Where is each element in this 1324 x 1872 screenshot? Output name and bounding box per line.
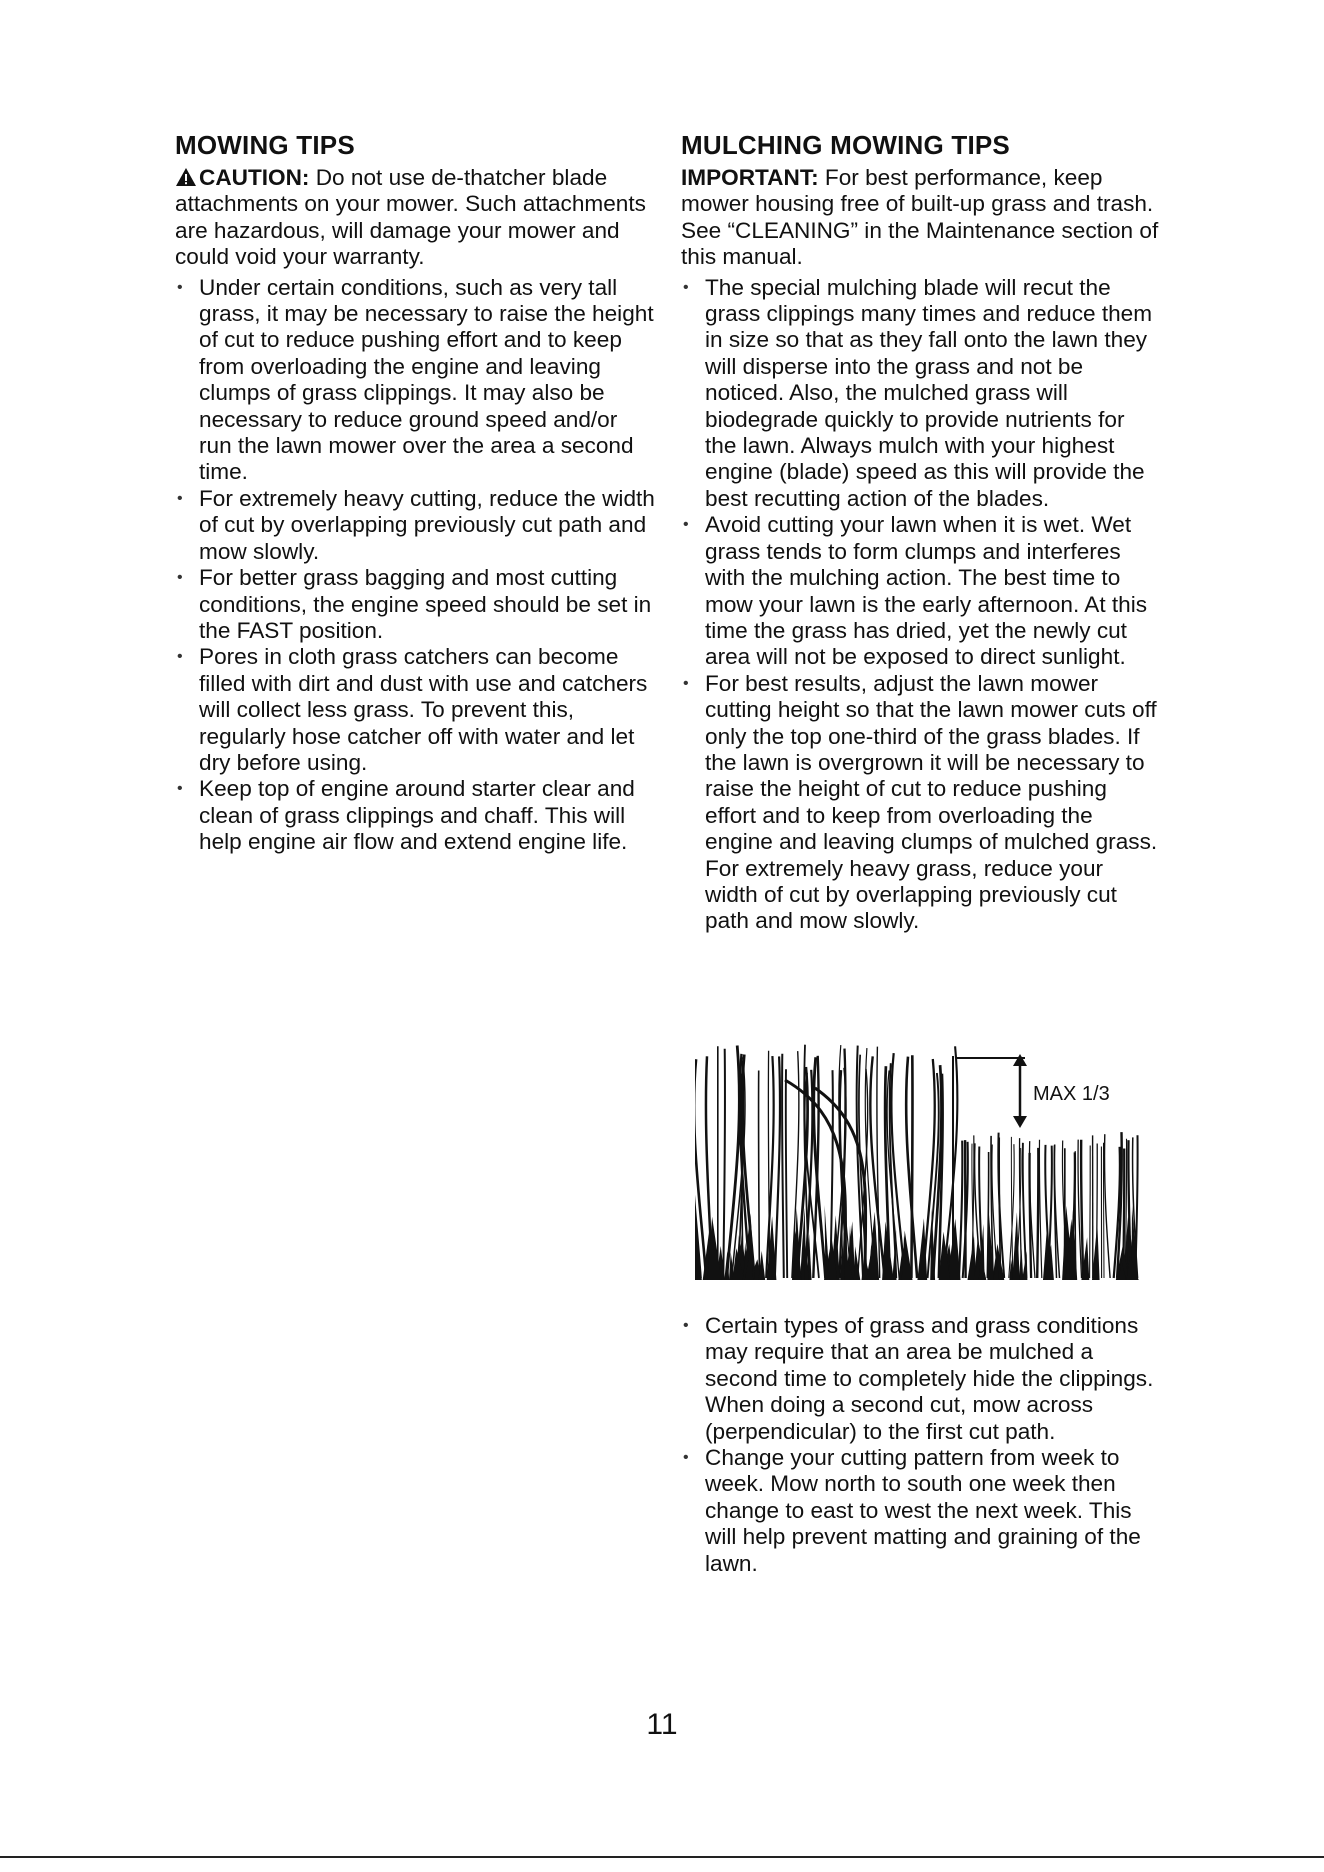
mowing-tips-heading: MOWING TIPS [175, 130, 355, 160]
list-item: • Under certain conditions, such as very tall grass, it may be necessary to raise the height of cut to reduce pushing effort and to keep from overloading the engine and leaving clumps of grass clippings. It may also be necessary to reduce ground speed and/or run the lawn mower over the area a second time. [175, 275, 655, 486]
mulching-tips-list [681, 275, 1161, 935]
bottom-rule [0, 1856, 1324, 1858]
mulching-tips-continued [681, 1313, 1161, 1577]
list-item: • For better grass bagging and most cutting conditions, the engine speed should be set in the FAST position. [175, 565, 655, 644]
list-item: • Certain types of grass and grass conditions may require that an area be mulched a second time to completely hide the clippings. When doing a second cut, mow across (perpendicular) to the first cut path. [681, 1313, 1161, 1445]
list-item: • Avoid cutting your lawn when it is wet. Wet grass tends to form clumps and interferes with the mulching action. The best time to mow your lawn is the early afternoon. At this time the grass has dried, yet the newly cut area will not be exposed to direct sunlight. [681, 512, 1161, 670]
caution-paragraph [175, 165, 655, 271]
caution-text: Do not use de-thatcher blade attachments on your mower. Such attachments are hazardous, will damage your mower and could void your warranty. [175, 165, 646, 270]
mowing-tips-list [175, 275, 655, 856]
page-number: 11 [646, 1708, 678, 1741]
max-one-third-label: MAX 1/3 [1033, 1083, 1110, 1105]
caution-label: CAUTION: [199, 165, 310, 190]
important-text: For best performance, keep mower housing free of built-up grass and trash. See “CLEANING” in the Maintenance section of this manual. [681, 165, 1159, 270]
mowing-tips-column [175, 130, 655, 856]
list-item: • Change your cutting pattern from week to week. Mow north to south one week then change to east to west the next week. This will help prevent matting and graining of the lawn. [681, 1445, 1161, 1577]
list-item: • Keep top of engine around starter clear and clean of grass clippings and chaff. This will help engine air flow and extend engine life. [175, 776, 655, 855]
list-item: • Pores in cloth grass catchers can become filled with dirt and dust with use and catchers will collect less grass. To prevent this, regularly hose catcher off with water and let dry before using. [175, 644, 655, 776]
grass-cutting-height-illustration [695, 1040, 1145, 1280]
important-paragraph [681, 165, 1161, 271]
list-item: • For extremely heavy cutting, reduce the width of cut by overlapping previously cut path and mow slowly. [175, 486, 655, 565]
mulching-tips-list-continued [681, 1313, 1161, 1577]
warning-triangle-icon [175, 167, 197, 187]
mulching-tips-column [681, 130, 1161, 935]
mulching-tips-heading: MULCHING MOWING TIPS [681, 130, 1010, 160]
list-item: • The special mulching blade will recut the grass clippings many times and reduce them in size so that as they fall onto the lawn they will disperse into the grass and not be noticed. Also, the mulched grass will biodegrade quickly to provide nutrients for the lawn. Always mulch with your highest engine (blade) speed as this will provide the best recutting action of the blades. [681, 275, 1161, 513]
list-item: • For best results, adjust the lawn mower cutting height so that the lawn mower cuts off only the top one-third of the grass blades. If the lawn is overgrown it will be necessary to raise the height of cut to reduce pushing effort and to keep from overloading the engine and leaving clumps of mulched grass. For extremely heavy grass, reduce your width of cut by overlapping previously cut path and mow slowly. [681, 671, 1161, 935]
important-label: IMPORTANT: [681, 165, 819, 190]
